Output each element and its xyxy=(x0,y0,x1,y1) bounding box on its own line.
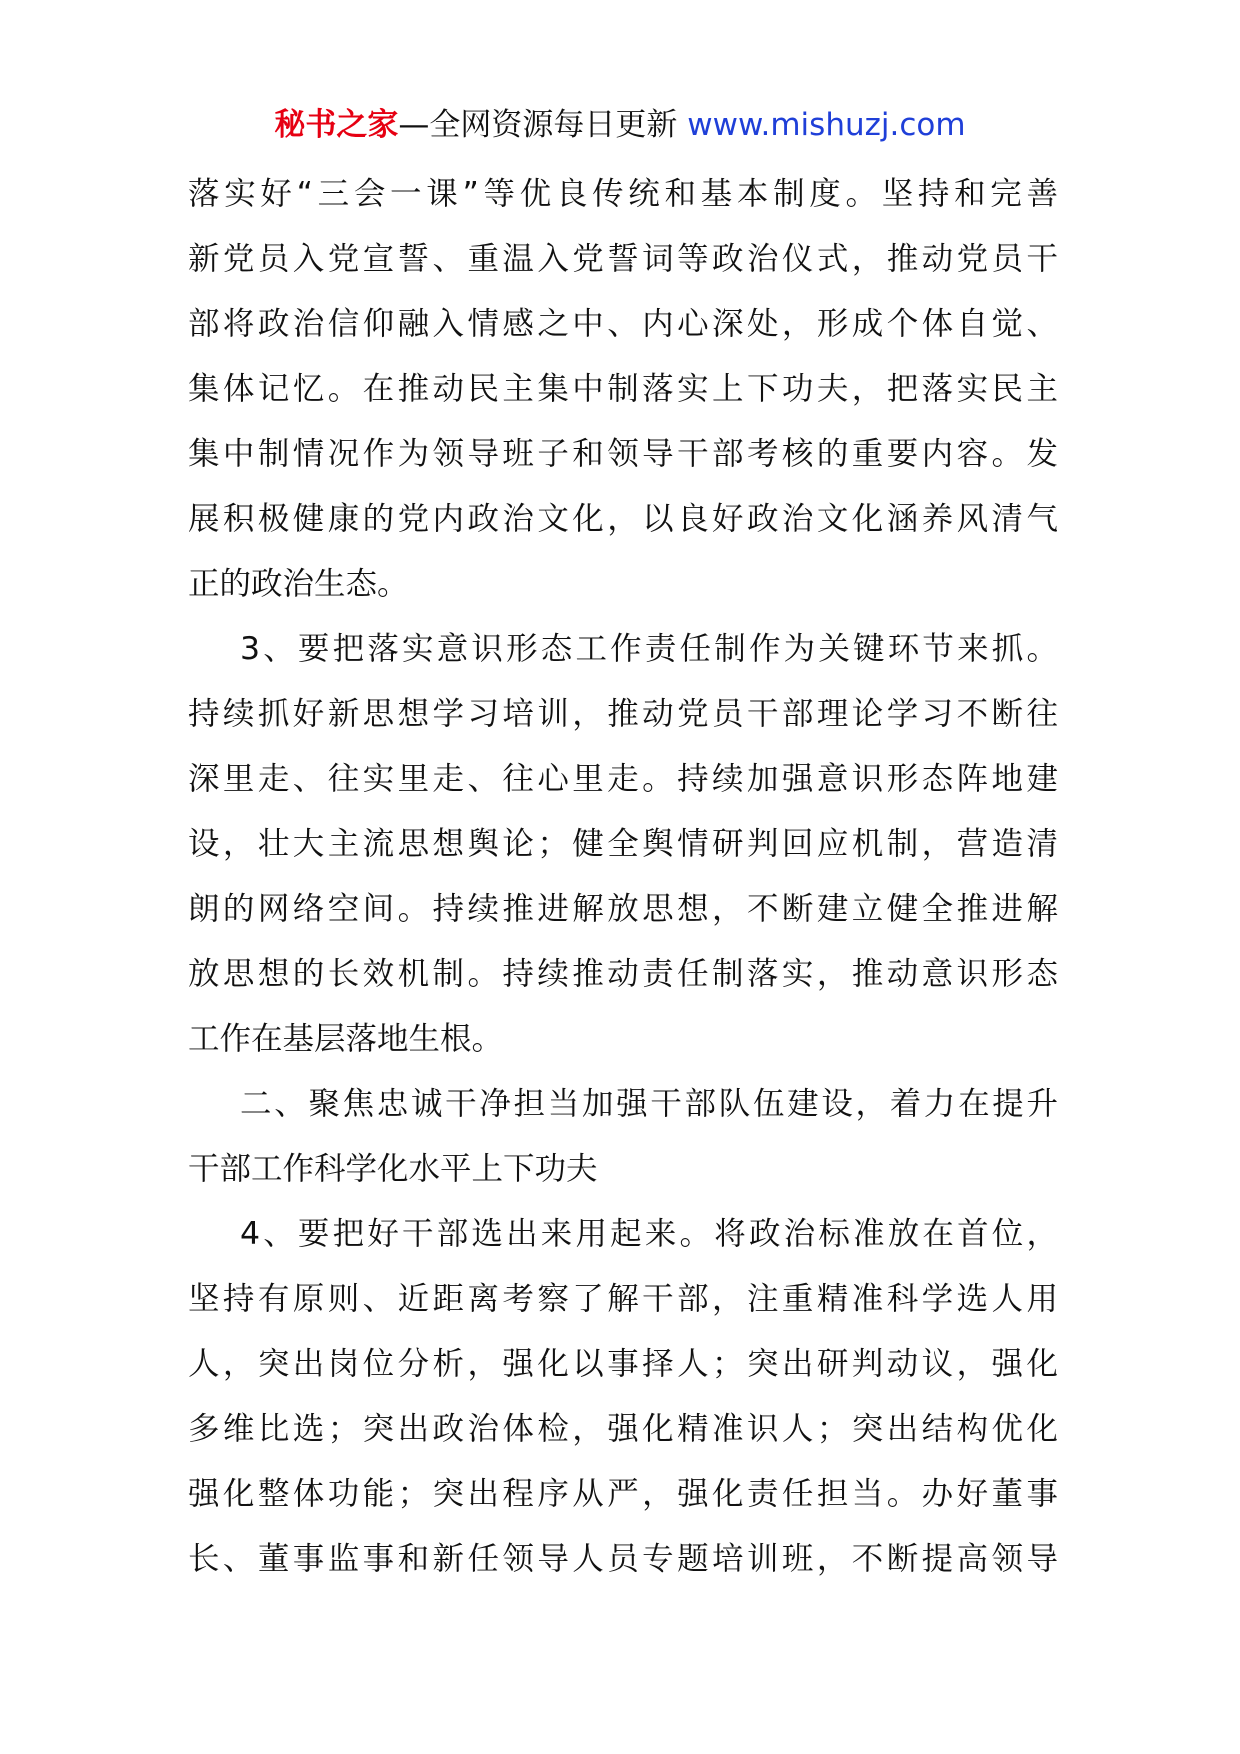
body-line: 放思想的长效机制。持续推动责任制落实，推动意识形态 xyxy=(188,956,1058,992)
body-line: 展积极健康的党内政治文化，以良好政治文化涵养风清气 xyxy=(188,501,1058,537)
body-line: 工作在基层落地生根。 xyxy=(188,1021,504,1057)
body-line: 正的政治生态。 xyxy=(188,566,409,602)
header-url-link[interactable]: www.mishuzj.com xyxy=(687,107,966,143)
body-line: 落实好“三会一课”等优良传统和基本制度。坚持和完善 xyxy=(188,176,1058,212)
body-line-heading-2: 二、聚焦忠诚干净担当加强干部队伍建设，着力在提升 xyxy=(240,1086,1058,1122)
page-header xyxy=(0,100,1240,150)
body-line: 集体记忆。在推动民主集中制落实上下功夫，把落实民主 xyxy=(188,371,1058,407)
body-line: 部将政治信仰融入情感之中、内心深处，形成个体自觉、 xyxy=(188,306,1058,342)
body-line: 人，突出岗位分析，强化以事择人；突出研判动议，强化 xyxy=(188,1346,1058,1382)
body-line: 深里走、往实里走、往心里走。持续加强意识形态阵地建 xyxy=(188,761,1058,797)
body-line: 新党员入党宣誓、重温入党誓词等政治仪式，推动党员干 xyxy=(188,241,1058,277)
body-line: 干部工作科学化水平上下功夫 xyxy=(188,1151,598,1187)
body-line: 持续抓好新思想学习培训，推动党员干部理论学习不断往 xyxy=(188,696,1058,732)
body-line: 坚持有原则、近距离考察了解干部，注重精准科学选人用 xyxy=(188,1281,1058,1317)
header-tagline: —全网资源每日更新 xyxy=(398,107,688,143)
body-line: 长、董事监事和新任领导人员专题培训班，不断提高领导 xyxy=(188,1541,1058,1577)
body-line-section-3: 3、要把落实意识形态工作责任制作为关键环节来抓。 xyxy=(240,631,1058,667)
header-brand: 秘书之家 xyxy=(274,107,399,143)
body-line: 强化整体功能；突出程序从严，强化责任担当。办好董事 xyxy=(188,1476,1058,1512)
body-line: 设，壮大主流思想舆论；健全舆情研判回应机制，营造清 xyxy=(188,826,1058,862)
body-line: 集中制情况作为领导班子和领导干部考核的重要内容。发 xyxy=(188,436,1058,472)
body-line: 朗的网络空间。持续推进解放思想，不断建立健全推进解 xyxy=(188,891,1058,927)
document-body xyxy=(188,162,1058,1592)
body-line-section-4: 4、要把好干部选出来用起来。将政治标准放在首位， xyxy=(240,1216,1058,1252)
body-line: 多维比选；突出政治体检，强化精准识人；突出结构优化 xyxy=(188,1411,1058,1447)
